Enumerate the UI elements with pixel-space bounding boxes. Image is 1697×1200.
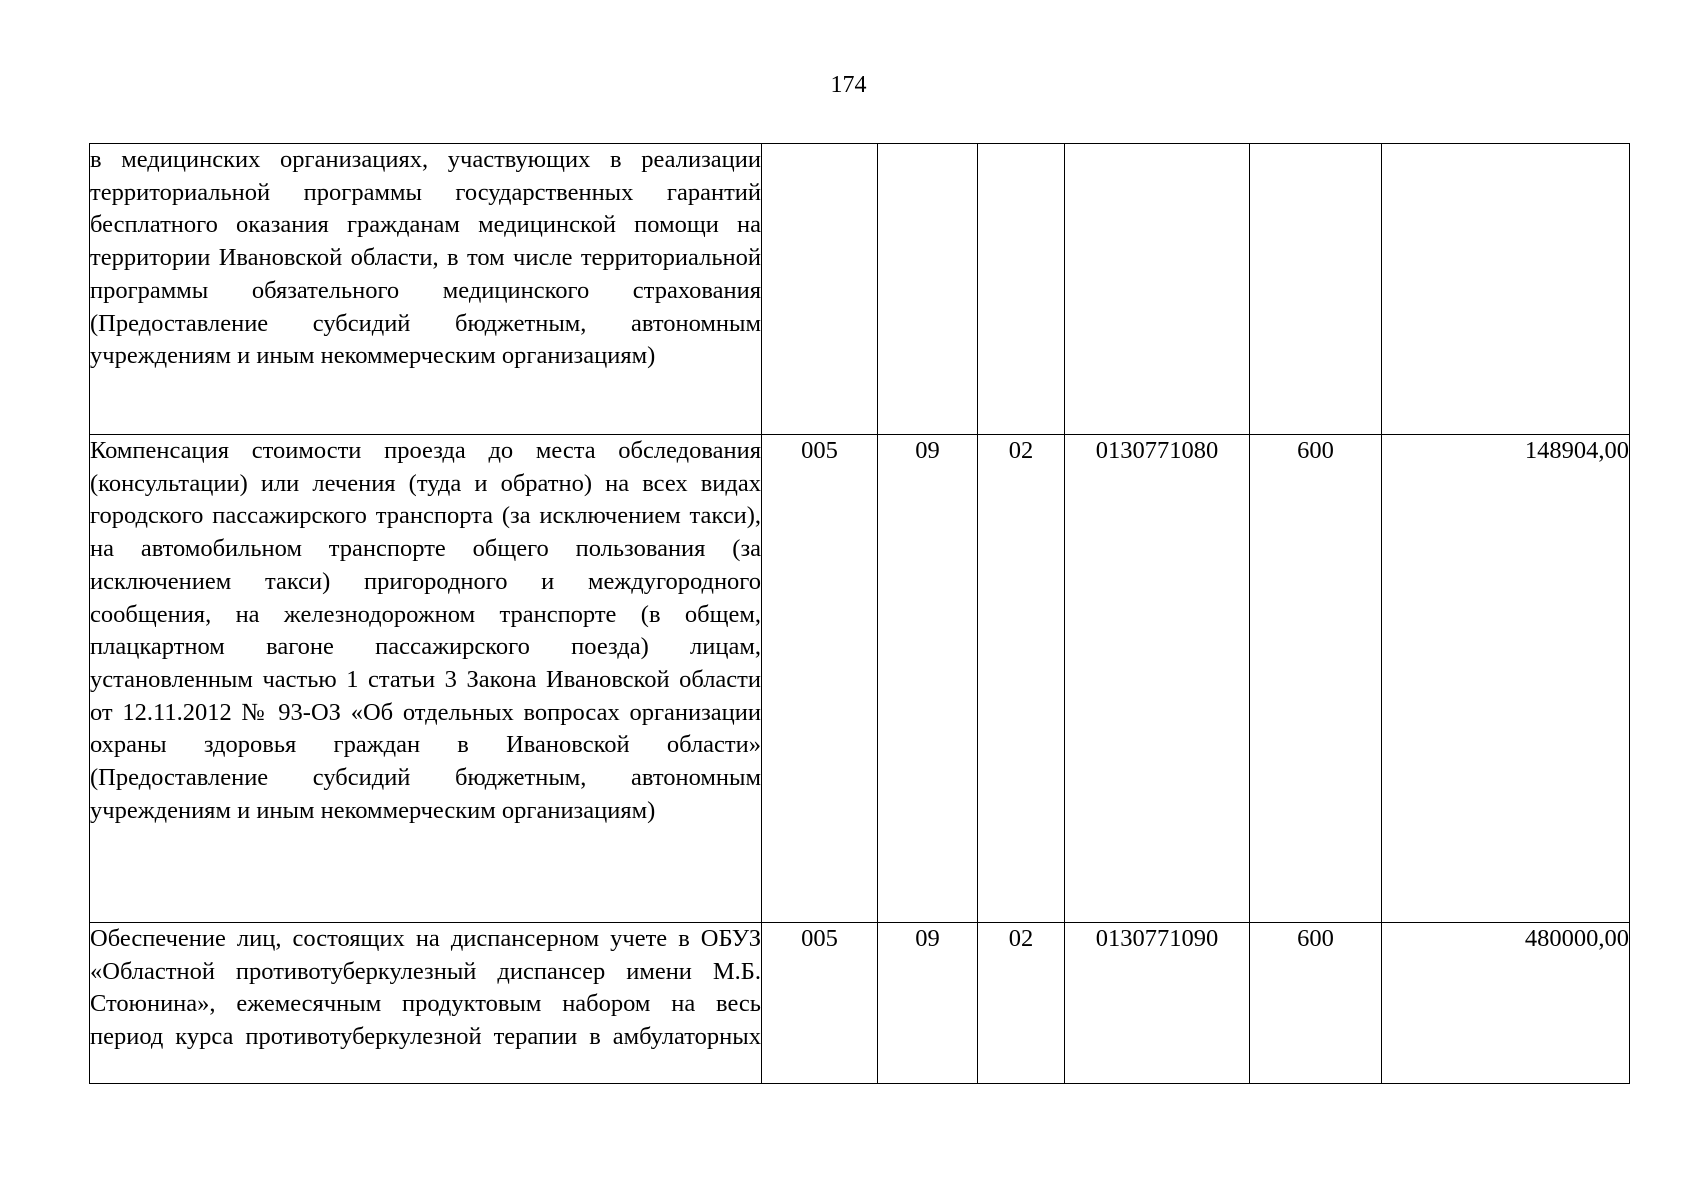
ministry-code [762, 144, 878, 435]
expense-type-code: 600 [1250, 923, 1382, 1084]
amount-value: 480000,00 [1382, 923, 1630, 1084]
ministry-code: 005 [762, 435, 878, 923]
table-row [90, 144, 1630, 435]
target-article-code [1065, 144, 1250, 435]
ministry-code: 005 [762, 923, 878, 1084]
table-row [90, 435, 1630, 923]
page-number: 174 [830, 72, 867, 98]
section-code: 09 [878, 923, 978, 1084]
section-code: 09 [878, 435, 978, 923]
amount-value: 148904,00 [1382, 435, 1630, 923]
row-description: Компенсация стоимости проезда до места обследования (консультации) или лечения (туда и обратно) на всех видах городского пассажирского транспорта (за исключением такси), на автомобильном транспорте общего пользования (за исключением такси) пригородного и междугородного сообщения, на железнодорожном транспорте (в общем, плацкартном вагоне пассажирского поезда) лицам, установленным частью 1 статьи 3 Закона Ивановской области от 12.11.2012 № 93-ОЗ «Об отдельных вопросах организации охраны здоровья граждан в Ивановской области» (Предоставление субсидий бюджетным, автономным учреждениям и иным некоммерческим организациям) [90, 435, 762, 923]
budget-table [89, 143, 1630, 1084]
expense-type-code [1250, 144, 1382, 435]
subsection-code: 02 [978, 923, 1065, 1084]
subsection-code [978, 144, 1065, 435]
row-description: в медицинских организациях, участвующих в реализации территориальной программы государственных гарантий бесплатного оказания гражданам медицинской помощи на территории Ивановской области, в том числе территориальной программы обязательного медицинского страхования (Предоставление субсидий бюджетным, автономным учреждениям и иным некоммерческим организациям) [90, 144, 762, 435]
amount-value [1382, 144, 1630, 435]
section-code [878, 144, 978, 435]
target-article-code: 0130771090 [1065, 923, 1250, 1084]
subsection-code: 02 [978, 435, 1065, 923]
target-article-code: 0130771080 [1065, 435, 1250, 923]
table-row [90, 923, 1630, 1084]
row-description: Обеспечение лиц, состоящих на диспансерном учете в ОБУЗ «Областной противотуберкулезный диспансер имени М.Б. Стоюнина», ежемесячным продуктовым набором на весь период курса противотуберкулезной терапии в амбулаторных [90, 923, 762, 1084]
expense-type-code: 600 [1250, 435, 1382, 923]
